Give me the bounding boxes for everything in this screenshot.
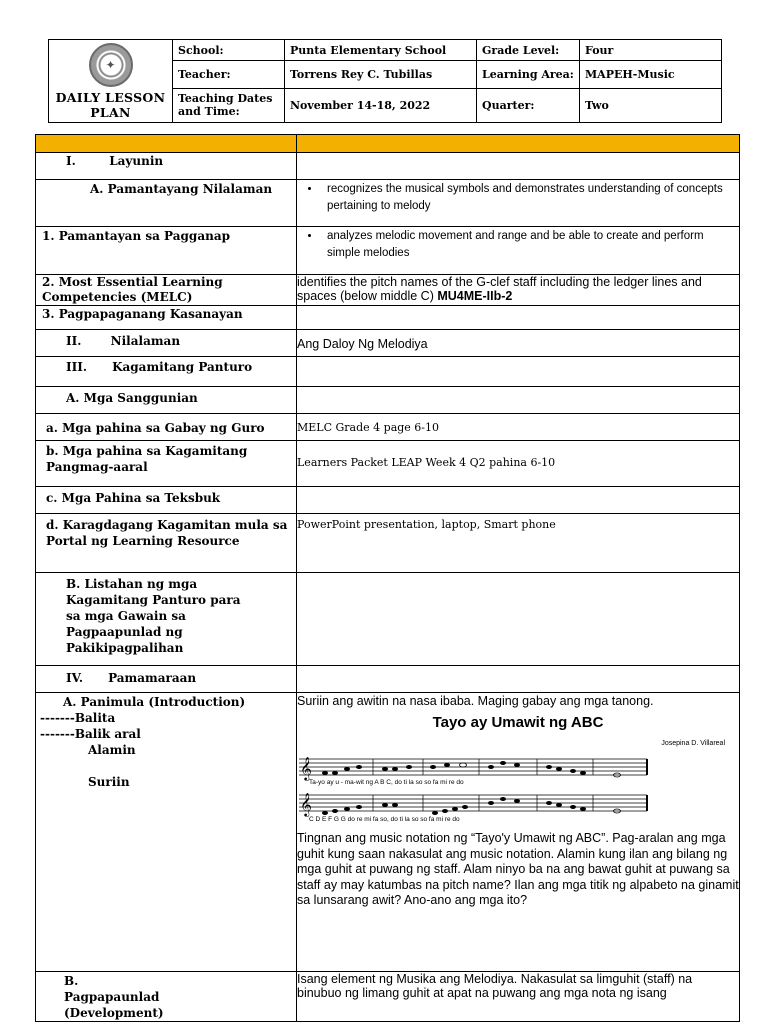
pagpapaunlad-value: Isang element ng Musika ang Melodiya. Nakasulat sa limguhit (staff) na binubuo ng limang guhit at apat na puwang ang mga nota ng isang (297, 972, 693, 1000)
grade-label: Grade Level: (477, 40, 580, 61)
song-composer: Josepina D. Villareal (661, 740, 725, 747)
staff-line-1 (299, 759, 647, 775)
gabay-value: MELC Grade 4 page 6-10 (297, 421, 440, 434)
row-label: B. Pagpapaunlad (Development) (64, 974, 164, 1020)
title-cell (49, 40, 173, 123)
nilalaman-value: Ang Daloy Ng Melodiya (297, 337, 428, 351)
row-label: A. Mga Sanggunian (66, 391, 198, 405)
balik-aral-label: -------Balik aral (40, 727, 141, 741)
lesson-table (35, 134, 740, 1022)
treble-clef-icon: 𝄞 (300, 792, 312, 816)
table-row (36, 573, 740, 666)
table-row (36, 275, 740, 306)
deped-seal-icon: ✦ (89, 43, 133, 87)
panimula-intro: Suriin ang awitin na nasa ibaba. Maging gabay ang mga tanong. (297, 694, 654, 708)
row-label: II. Nilalaman (66, 334, 181, 348)
table-row (36, 357, 740, 387)
row-label: 2. Most Essential Learning Competencies (MELC) (42, 275, 223, 304)
balita-label: -------Balita (40, 711, 116, 725)
table-row (36, 387, 740, 414)
table-row (36, 153, 740, 180)
header-table (48, 39, 722, 123)
dates-value: November 14-18, 2022 (285, 88, 477, 122)
school-label: School: (173, 40, 285, 61)
karagdagang-value: PowerPoint presentation, laptop, Smart phone (297, 518, 556, 531)
row-label: A. Panimula (Introduction) (63, 695, 246, 709)
table-row (36, 666, 740, 693)
list-item: • recognizes the musical symbols and demonstrates understanding of concepts pertaining to melody (321, 181, 739, 215)
melc-code: MU4ME-IIb-2 (437, 289, 513, 303)
quarter-label: Quarter: (477, 88, 580, 122)
row-label: 3. Pagpapaganang Kasanayan (42, 307, 243, 321)
row-label: B. Listahan ng mga Kagamitang Panturo para sa mga Gawain sa Pagpaapunlad ng Pakikipagpalihan (66, 577, 241, 655)
dates-label: Teaching Dates and Time: (173, 88, 285, 122)
lyrics-line-1: Ta-yo ay u - ma-wit ng A B C, do ti la so so fa mi re do (309, 779, 464, 786)
table-row (36, 306, 740, 330)
row-label: 1. Pamantayan sa Pagganap (42, 229, 230, 243)
alamin-label: Alamin (88, 743, 136, 757)
school-value: Punta Elementary School (285, 40, 477, 61)
row-label: b. Mga pahina sa Kagamitang Pangmag-aaral (46, 444, 248, 474)
panimula-body: Tingnan ang music notation ng “Tayo'y Umawit ng ABC”. Pag-aralan ang mga guhit kung saan nakasulat ang music notation. Alamin kung ilan ang bilang ng mga guhit at puwang ng staff. Alam ninyo ba na ang bawat guhit at puwang sa staff ay may katumbas na pitch name? Ilan ang mga titik ng alpabeto na ginamit sa lunsarang awit? Ano-ano ang mga ito? (297, 831, 739, 907)
pangmag-value: Learners Packet LEAP Week 4 Q2 pahina 6-10 (297, 456, 556, 469)
row-label: c. Mga Pahina sa Teksbuk (46, 491, 221, 505)
table-row (36, 180, 740, 227)
table-row (36, 330, 740, 357)
table-row (36, 441, 740, 487)
header-band (36, 135, 740, 153)
table-row (36, 972, 740, 1022)
grade-value: Four (580, 40, 722, 61)
table-row (36, 514, 740, 573)
row-label: IV. Pamamaraan (66, 671, 197, 685)
row-label: I. Layunin (66, 154, 164, 168)
table-row (36, 487, 740, 514)
area-value: MAPEH-Music (580, 61, 722, 88)
row-label: a. Mga pahina sa Gabay ng Guro (46, 421, 265, 435)
row-label: III. Kagamitang Panturo (66, 360, 253, 374)
table-row (36, 227, 740, 275)
treble-clef-icon: 𝄞 (300, 756, 312, 780)
melc-text: identifies the pitch names of the G-clef staff including the ledger lines and spaces (below middle C) (297, 275, 702, 303)
table-row (36, 693, 740, 972)
music-staff-figure (297, 753, 652, 829)
table-row (36, 414, 740, 441)
row-label: d. Karagdagang Kagamitan mula sa Portal ng Learning Resource (46, 518, 288, 548)
quarter-value: Two (580, 88, 722, 122)
teacher-value: Torrens Rey C. Tubillas (285, 61, 477, 88)
area-label: Learning Area: (477, 61, 580, 88)
suriin-label: Suriin (88, 775, 130, 789)
teacher-label: Teacher: (173, 61, 285, 88)
song-title: Tayo ay Umawit ng ABC (432, 714, 604, 731)
lyrics-line-2: C D E F G G do re mi fa so, do ti la so so fa mi re do (309, 816, 460, 823)
document-title: DAILY LESSON PLAN (55, 89, 166, 120)
row-label: A. Pamantayang Nilalaman (90, 182, 273, 196)
list-item: • analyzes melodic movement and range and be able to create and perform simple melodies (321, 228, 739, 262)
